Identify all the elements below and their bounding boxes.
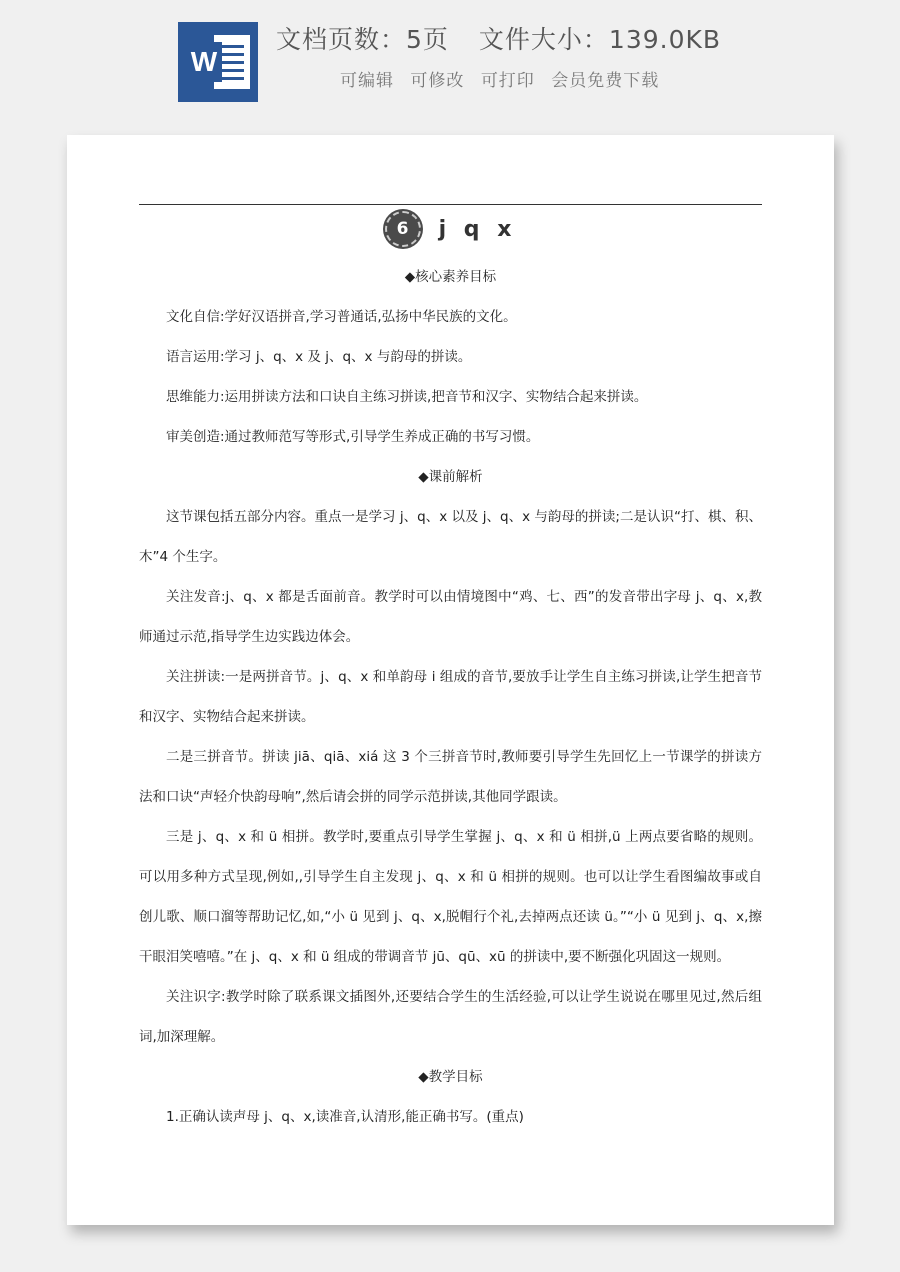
tag-editable: 可编辑 (340, 71, 394, 91)
banner-tags (340, 66, 669, 91)
paragraph: 思维能力:运用拼读方法和口诀自主练习拼读,把音节和汉字、实物结合起来拼读。 (166, 389, 648, 405)
page-count: 文档页数：5页 (276, 25, 449, 54)
paragraph: 关注识字:教学时除了联系课文插图外,还要结合学生的生活经验,可以让学生说说在哪里见过,然后组词,加深理解。 (139, 989, 762, 1045)
section-heading-core-goals: ◆核心素养目标 (404, 269, 497, 285)
paragraph: 三是 j、q、x 和 ü 相拼。教学时,要重点引导学生掌握 j、q、x 和 ü 相拼,ü 上两点要省略的规则。可以用多种方式呈现,例如,,引导学生自主发现 j、q、x 和 ü 相拼的规则。也可以让学生看图编故事或自创儿歌、顺口溜等帮助记忆,如,“小 ü 见到 j、q、x,脱帽行个礼,去掉两点还读 ü。”“小 ü 见到 j、q、x,擦干眼泪笑嘻嘻。”在 j、q、x 和 ü 组成的带调音节 jū、qū、xū 的拼读中,要不断强化巩固这一规则。 (139, 829, 762, 965)
file-size: 文件大小：139.0KB (478, 25, 722, 54)
section-heading-teaching-goals: ◆教学目标 (418, 1069, 483, 1085)
paragraph: 文化自信:学好汉语拼音,学习普通话,弘扬中华民族的文化。 (166, 309, 517, 325)
lesson-header (67, 211, 834, 247)
word-letter: W (186, 42, 222, 82)
paragraph: 二是三拼音节。拼读 jiā、qiā、xiá 这 3 个三拼音节时,教师要引导学生先回忆上一节课学的拼读方法和口诀“声轻介快韵母响”,然后请会拼的同学示范拼读,其他同学跟读。 (139, 749, 762, 805)
paragraph: 1.正确认读声母 j、q、x,读准音,认清形,能正确书写。(重点) (166, 1109, 524, 1125)
paragraph: 关注拼读:一是两拼音节。j、q、x 和单韵母 i 组成的音节,要放手让学生自主练习拼读,让学生把音节和汉字、实物结合起来拼读。 (139, 669, 762, 725)
paragraph: 关注发音:j、q、x 都是舌面前音。教学时可以由情境图中“鸡、七、西”的发音带出字母 j、q、x,教师通过示范,指导学生边实践边体会。 (139, 589, 762, 645)
word-document-icon (178, 22, 258, 102)
tag-member-free-download: 会员免费下载 (551, 71, 660, 91)
paragraph: 审美创造:通过教师范写等形式,引导学生养成正确的书写习惯。 (166, 429, 540, 445)
tag-printable: 可打印 (480, 71, 535, 91)
document-body (139, 257, 762, 1137)
paragraph: 语言运用:学习 j、q、x 及 j、q、x 与韵母的拼读。 (166, 349, 472, 365)
lesson-number-badge: 6 (385, 211, 421, 247)
header-rule (139, 204, 762, 205)
paragraph: 这节课包括五部分内容。重点一是学习 j、q、x 以及 j、q、x 与韵母的拼读;二是认识“打、棋、积、木”4 个生字。 (139, 509, 762, 565)
lesson-title: j q x (438, 216, 517, 242)
section-heading-pre-lesson-analysis: ◆课前解析 (418, 469, 483, 485)
document-page (67, 135, 834, 1225)
banner-title (276, 20, 721, 56)
tag-modifiable: 可修改 (410, 71, 465, 91)
download-banner (0, 0, 900, 130)
